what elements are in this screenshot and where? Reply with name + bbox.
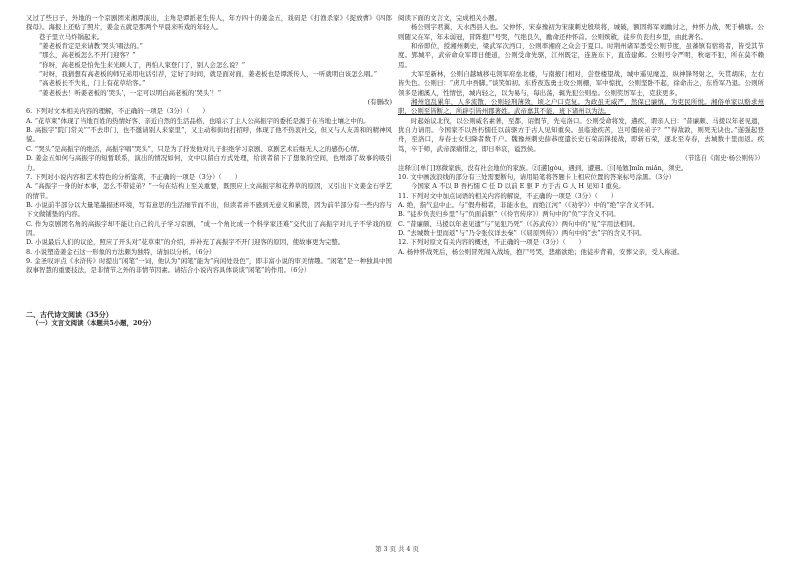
passage-paragraph: “那么，高老板怎么不开门迎客？” [38,51,136,60]
question-option: A. “花草束”体现了当地百姓的热情好客、亲近自然的生活品格，也暗示了主人公高振宇的委托是源于在当地土壤之中的。 [26,116,370,125]
question-8: 8. 小说塑造姜金石这一形象的方法颇为独特，请加以分析。（6分） [26,247,216,256]
passage-paragraph: “你呀，高老板是怕先生来光顾人了，再怕人家登门了，别人会怎么说？” [38,60,246,69]
classical-paragraph: 湘州寇乱累年，人多流散，公则轻刑薄敛，顷之户口克复。为政虽无威严，然保已廉慎，为吏民所悦。湘俗单家以赂求州职，公则至皆断之，所辟引皆州郡著姓。武帝嘉其不能，班下诸州以为法。 [398,98,764,116]
question-option: A. “高振宇一身的好本事，怎么不带徒弟？”一句在结构上至关重要，既照应上文高振宇和花养草的原因，又引出下文姜金石学艺的情节。 [26,182,392,200]
classical-paragraph: 杨公则字君翼，天水西县人也。父仲怀，宋泰豫初为宋康刺史殷琰将，城破，额固将军刘勔讨之，仲怀力战，死于横塘。公则随父在军，年未弱冠，冒阵抱尸号哭，气绝良久，勔命还仲怀首。公则殡斂，徒步负丧归乡里，由此著名。 [398,23,764,41]
passage-paragraph: “对呀，我猜想有高老板的师兄弟用电话引荐，定好了时间，就是面对面，姜老板也是谭派传人，一听就明白该怎么唱。” [38,70,378,79]
question-option: D. 小说最后人们的议论，照应了开头对“花草束”的介绍，并补充了高振宇不开门迎客的原因，使故事更为完整。 [26,238,345,247]
right-column [398,14,764,257]
question-option: B. “徒步负丧归乡里”与“负面前驱”（《伶官传序》）两句中的“负”字含义不同。 [398,210,620,219]
answer-space [26,276,392,310]
question-option: C. 作为京剧团名角的高振宇却不能让自己的儿子学习京剧，“成一个角比成一个科学家还难”交代出了高振宇对儿子不学戏的原因。 [26,219,392,237]
question-option: C. “哭头”是高振宇的绝活，高振宇唱“哭头”，只是为了抒发他对儿子拒绝学习京剧、京剧艺术后继无人之的感伤心情。 [26,144,364,153]
reading-intro: 阅读下面的文言文，完成相关小题。 [398,14,502,22]
source-note: （节选自《南史·杨公则传》） [681,154,764,163]
subsection-heading: （一）文言文阅读（本题共5小题，20分） [32,318,155,327]
question-12: 12. 下列对原文有关内容的概述，不正确的一项是（3分）（ ） [398,238,585,247]
question-option: A. 绝，指气息中止。与“假舟楫者，非能水也，而绝江河”（《劝学》）中的“绝”字含义不同。 [398,200,659,209]
question-6: 6. 下列对文本相关内容的理解，不正确的一项是（3分）（ ） [26,107,209,116]
passage-paragraph: “姜老板去！听姜老板的‘哭头’，一定可以明白高老板的‘哭头’！” [38,88,222,97]
classical-paragraph: 大军至新林，公则自越城移屯领军府垒北楼，与南掖门相对，尝登楼望战，城中遥见麾盖，纵神锋弩射之，矢贯胡床，左右皆失色。公则曰：“虏几中吾脚。”谈笑如初。东昏夜选勇士攻公则栅，军中惊扰，公则坚卧不起，徐命击之，东昏军乃退。公则所领多是湘溪人，性情怯，城内轻之，以为易与，每出荡，辄先犯公则垒。公则奖厉军士，克获更多。 [398,70,764,97]
passage-paragraph: “高老板长不失礼，门上有花草给客。” [38,79,146,88]
question-10: 10. 文中画波浪线的部分有三处需要断句，请用铅笔将答题卡上相应位置的答案标号涂黑。（3分） [398,172,676,181]
question-10-text: 今国家 A 不以 B 吾朽懦 C 任 D 以前 E 驱 F 方于古 G 人 H 见知 I 重矣。 [410,182,625,191]
source-note: (有删改) [367,98,392,107]
classical-paragraph: 和帝即位，授湘州刺史，梁武军次沔口，公则率湘府之众会于夏口。时荆州诸军悉受公则节度，虽蕃镇有宿将者，皆受其节度。郢城平，武帝命众军即日便道，公则受命先驱，江州既定，连旌东下，直造建邺。公则号令严明，秋毫不犯，所在莫不赖焉。 [398,42,764,69]
question-option: A. 杨仲怀战死后，杨公则冒死闯入战场，抱尸号哭，悲痛欲绝；他徒步背着，安葬父亲，受人称道。 [398,247,684,256]
question-option: B. 高振宇“院门常关”“不去串门，也不邀请别人来家里”，又主动和街坊打招呼，体现了他不热衷社交，但又与人友善和的精神风貌。 [26,126,392,144]
left-column [26,14,392,328]
question-11: 11. 下列对文中加点词语的相关内容的解说，不正确的一项是（3分）（ ） [398,191,618,200]
classical-paragraph: 时起始议北伐，以公则威名素著，至都，诏假节，先屯洛口。公则受命将发，遘疾，谓亲人曰：“昔廉颇、马援以年老见遗，犹自力请用。今国家不以吾朽懦任以前驱方于古人见知重矣。虽临途疾苦，岂可僵侯弟子？”“得敌敦，则死无诀也。”遂强起登舟，至洛口，寿春士女归降者数千户。魏豫州刺史薛恭度遣长史石荣前锋接战，即斩石荣，逐北至寿春，去城数十里而返。疾笃，卒于师，武帝深痛惜之，即日举哀，谥烈侯。 [398,116,764,153]
section-heading: 二、古代诗文阅读（35分） [26,309,113,319]
question-option: B. 小说前半部分以大量笔墨描述环境，写有意思的生活细节而不出，但读者并不感到无意义和累赘，因为前半部分有一些内容与下文做铺垫的内容。 [26,200,392,219]
passage-paragraph: 又过了些日子，外地的一个京剧团来湘潭演出，主角是谭派老生传人，年方四十的姜金五，戏码是《打渔杀家》《捉放曹》《四郎探母》。海报上还贴了照片，姜金五就是那两个早晨来听戏的年轻人。 [26,14,392,32]
page-number: 第 3 页 共 4 页 [375,545,419,553]
question-9: 9. 金圣叹评点《水浒传》时提出“闲笔”一词，他认为“闲笔”能为“向闲处设色”，即丰富小说的审美情趣。“闲笔”是一种独具中国叙事智慧的重要技法，是非情节之外的非情节因素。请结合小说内容具体谈谈“闲笔”的作用。（6分） [26,256,392,275]
passage-paragraph: “姜老板肯定是来请教‘哭头’唱法的。” [38,42,143,51]
question-option: D. “去城数十里而返”与“乃令张仪详去秦”（《屈原列传》）两句中的“去”字的含义不同。 [398,228,646,237]
question-option: C. “昔廉颇、马援以年老见遗”与“见犯乃死”（《苏武传》）两句中的“见”字用法相同。 [398,219,639,228]
question-option: D. 姜金五如何与高振宇的短暂联系，演出的情况如何，文中以留白方式处理，给读者留下了想象的空间，也增添了故事的吸引力。 [26,154,392,172]
passage-paragraph: 巷子里立马炸锅起来。 [38,32,104,41]
question-7: 7. 下列对小说内容和艺术特色的分析鉴赏，不正确的一项是（3分）（ ） [26,172,242,181]
gloss-note: 注释①[单门]寒微家族，没有社会地位的家族。②[遘]gòu，遇到，遭遇。③[黾勉]mǐn miǎn，须史。 [398,163,688,172]
